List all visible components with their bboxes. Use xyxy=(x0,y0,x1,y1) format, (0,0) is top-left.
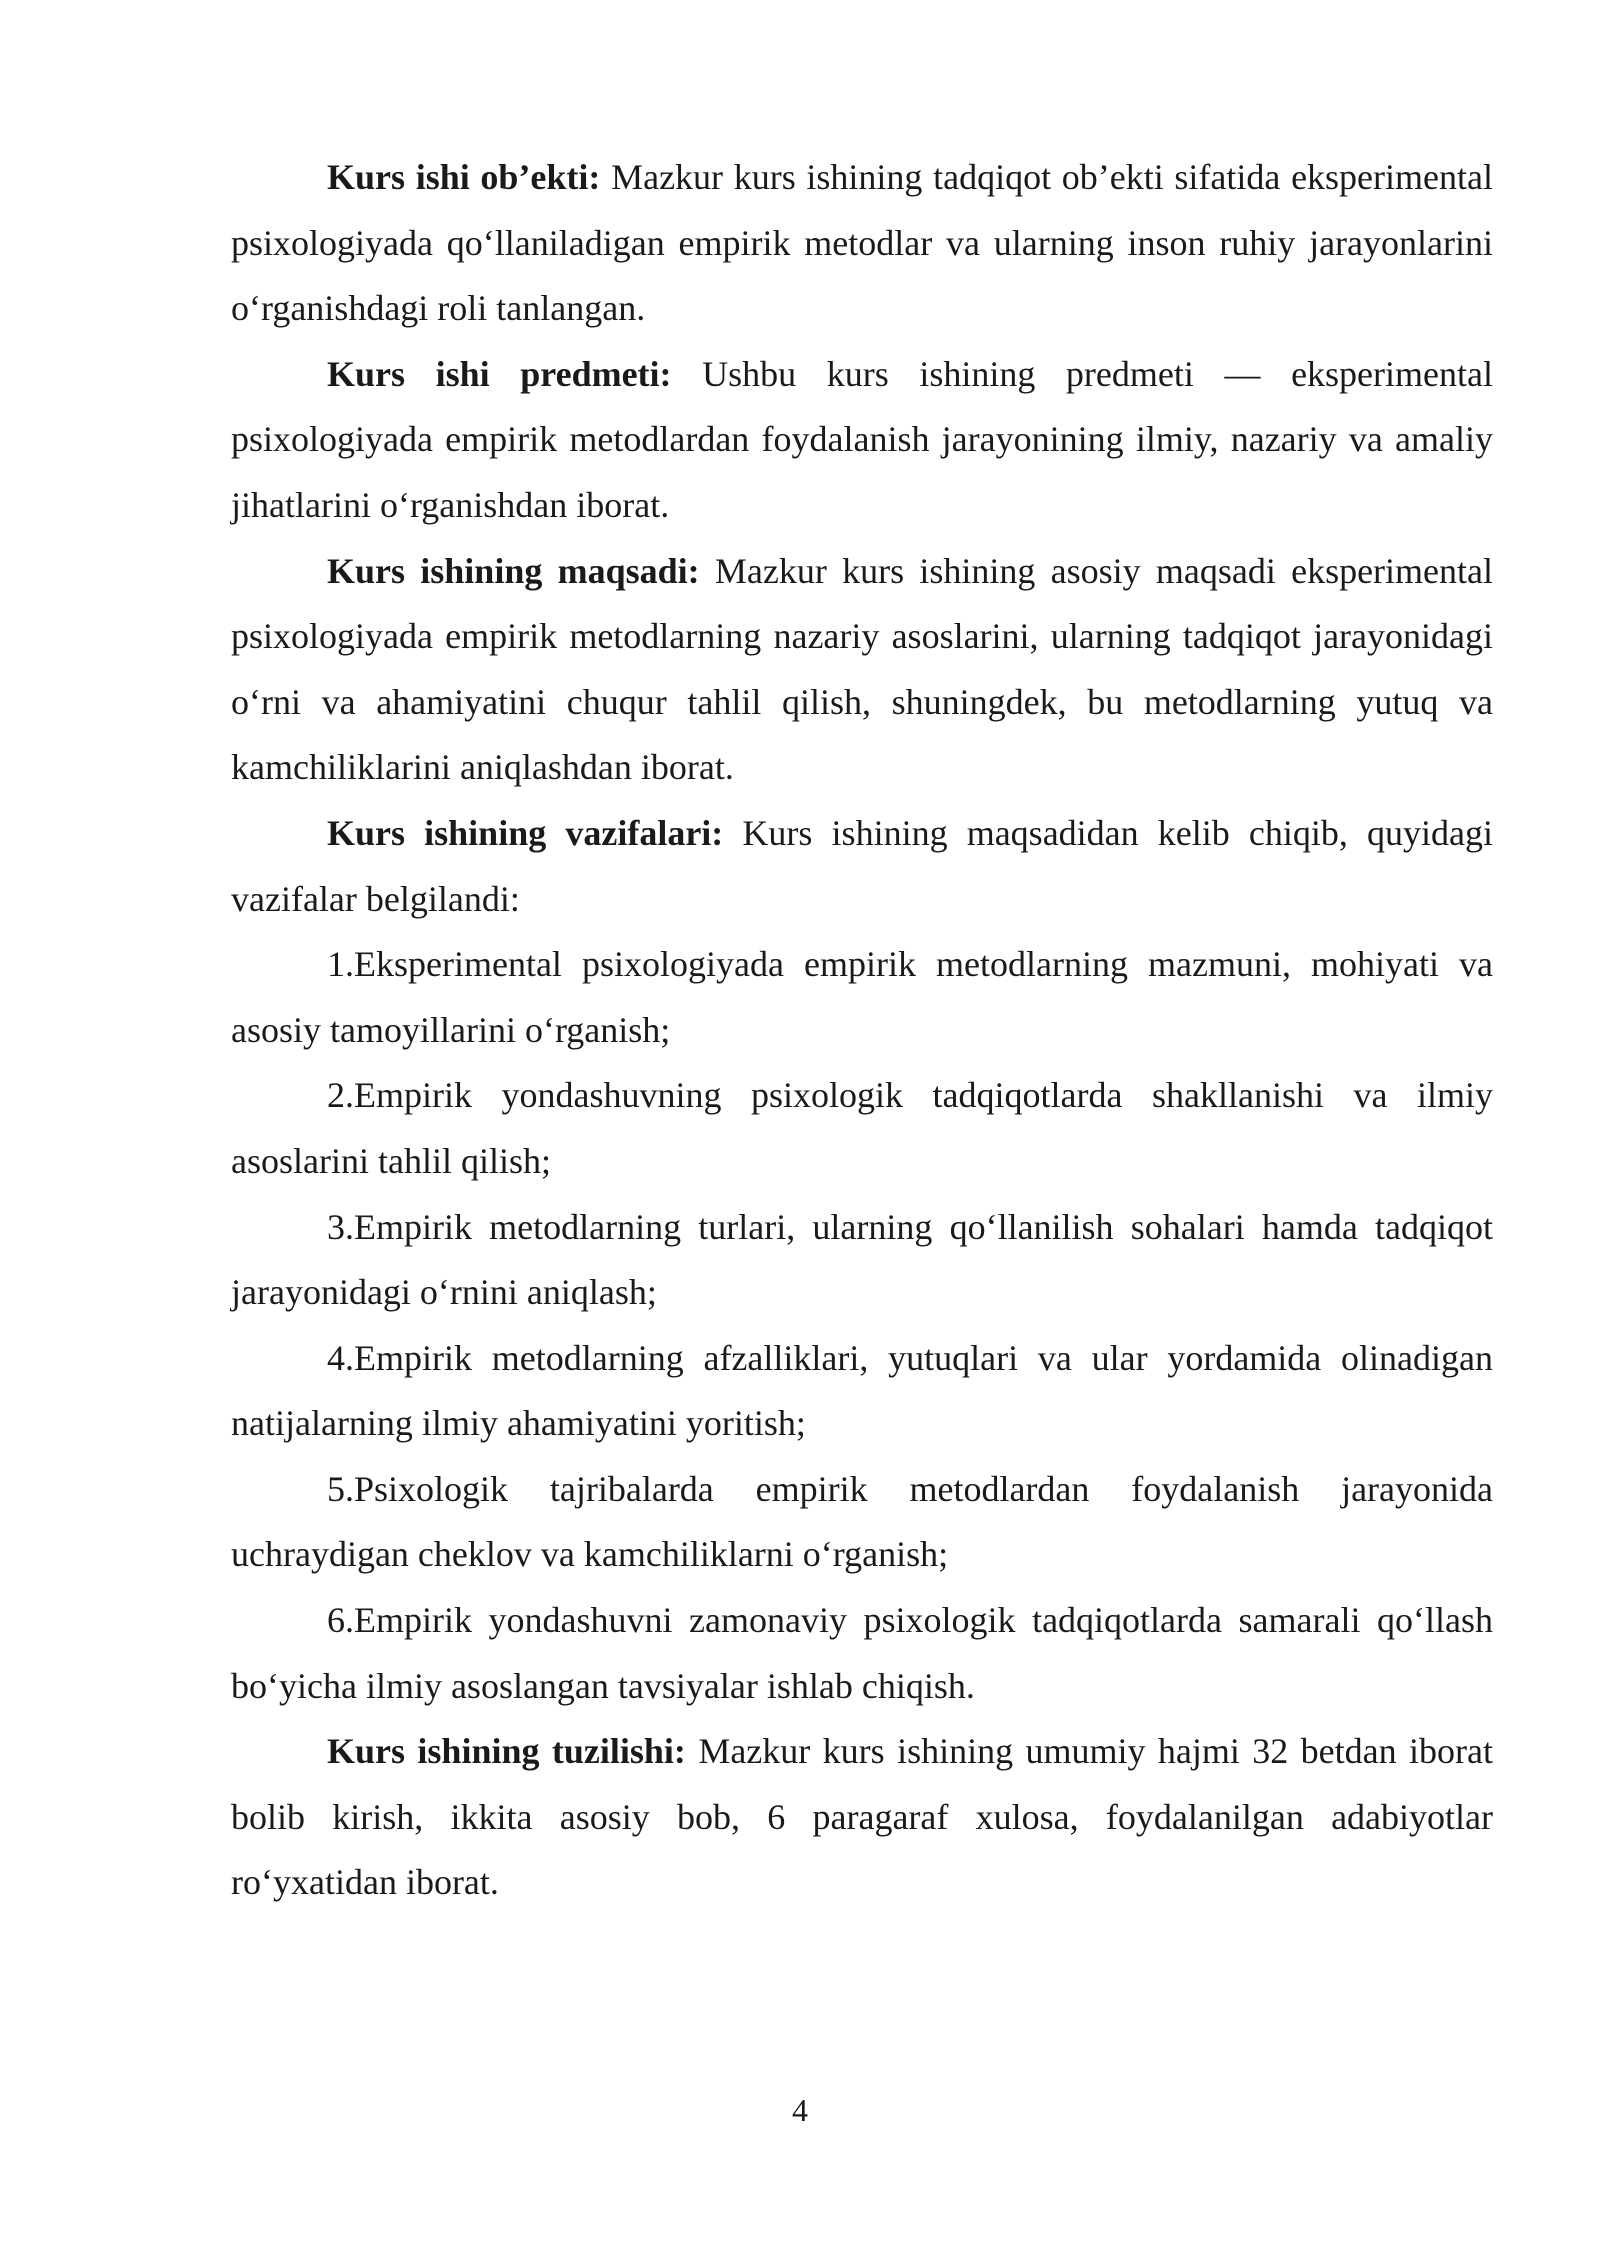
paragraph-tasks-heading: Kurs ishining vazifalari: xyxy=(327,812,724,853)
task-item-6: 6.Empirik yondashuvni zamonaviy psixologik tadqiqotlarda samarali qo‘llash bo‘yicha ilmiy asoslangan tavsiyalar ishlab chiqish. xyxy=(231,1600,1493,1706)
paragraph-structure-text: Mazkur kurs ishining umumiy hajmi 32 betdan iborat bolib kirish, ikkita asosiy bob, 6 paragaraf xulosa, foydalanilgan adabiyotlar ro‘yxatidan iborat. xyxy=(231,1731,1494,1903)
paragraph-structure xyxy=(231,1719,1493,1916)
paragraph-object-text: Mazkur kurs ishining tadqiqot ob’ekti sifatida eksperimental psixologiyada qo‘llaniladigan empirik metodlar va ularning inson ruhiy jarayonlarini o‘rganishdagi roli tanlangan. xyxy=(231,157,1493,329)
paragraph-goal-text: Mazkur kurs ishining asosiy maqsadi eksperimental psixologiyada empirik metodlarning nazariy asoslarini, ularning tadqiqot jarayonidagi o‘rni va ahamiyatini chuqur tahlil qilish, shuningdek, bu metodlarning yutuq va kamchiliklarini aniqlashdan iborat. xyxy=(231,550,1494,788)
paragraph-subject-text: Ushbu kurs ishining predmeti — eksperimental psixologiyada empirik metodlardan foydalanish jarayonining ilmiy, nazariy va amaliy jihatlarini o‘rganishdan iborat. xyxy=(231,353,1493,525)
paragraph-goal xyxy=(231,539,1493,801)
task-item-1: 1.Eksperimental psixologiyada empirik metodlarning mazmuni, mohiyati va asosiy tamoyillarini o‘rganish; xyxy=(231,944,1493,1050)
paragraph-goal-heading: Kurs ishining maqsadi: xyxy=(327,550,700,591)
paragraph-structure-heading: Kurs ishining tuzilishi: xyxy=(327,1731,686,1772)
paragraph-object-heading: Kurs ishi ob’ekti: xyxy=(327,157,601,197)
paragraph-tasks xyxy=(231,801,1493,932)
paragraph-tasks-text: Kurs ishining maqsadidan kelib chiqib, quyidagi vazifalar belgilandi: xyxy=(231,812,1493,919)
paragraph-object xyxy=(231,145,1493,342)
page-number: 4 xyxy=(792,2092,808,2128)
paragraph-subject-heading: Kurs ishi predmeti: xyxy=(327,353,672,394)
task-item-2: 2.Empirik yondashuvning psixologik tadqiqotlarda shakllanishi va ilmiy asoslarini tahlil qilish; xyxy=(231,1075,1493,1181)
paragraph-subject xyxy=(231,342,1493,539)
page-body xyxy=(231,145,1493,1916)
task-item-4: 4.Empirik metodlarning afzalliklari, yutuqlari va ular yordamida olinadigan natijalarning ilmiy ahamiyatini yoritish; xyxy=(231,1337,1493,1444)
task-item-5: 5.Psixologik tajribalarda empirik metodlardan foydalanish jarayonida uchraydigan cheklov va kamchiliklarni o‘rganish; xyxy=(231,1468,1493,1575)
task-item-3: 3.Empirik metodlarning turlari, ularning qo‘llanilish sohalari hamda tadqiqot jarayonidagi o‘rnini aniqlash; xyxy=(231,1206,1493,1313)
